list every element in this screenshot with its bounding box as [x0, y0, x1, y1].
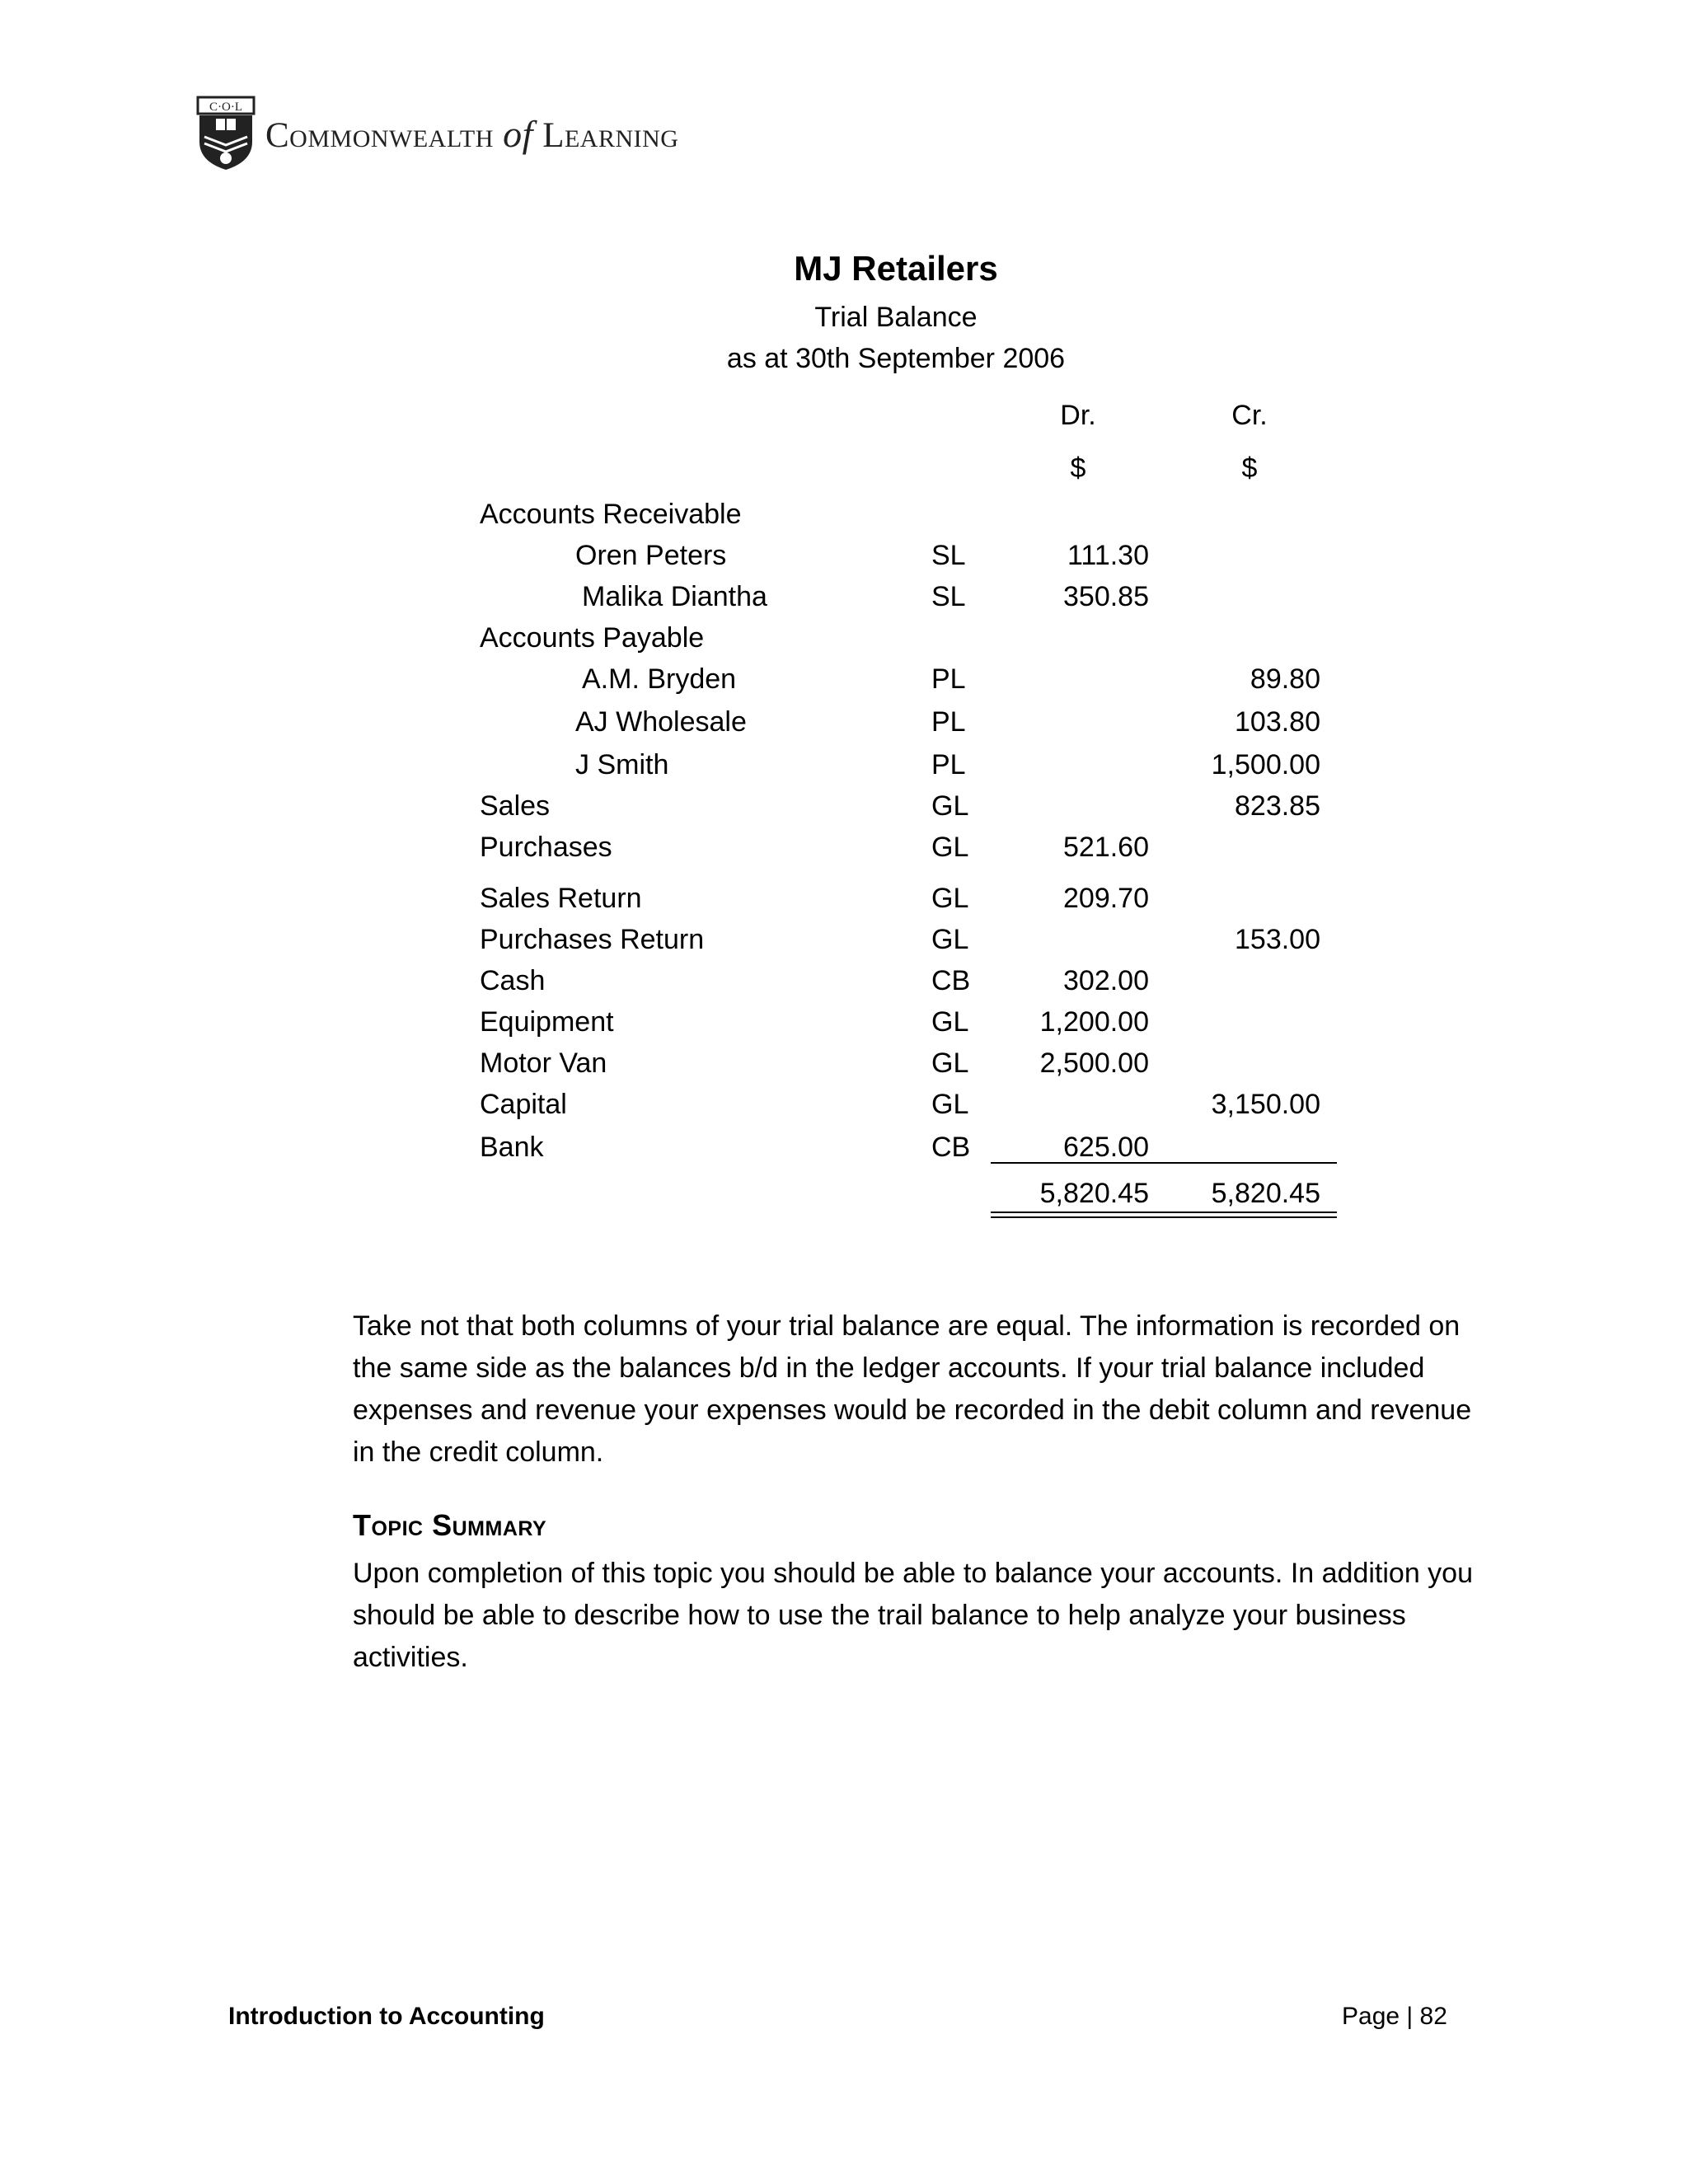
- debit-amount: 521.60: [1063, 832, 1149, 863]
- debit-amount: 1,200.00: [1039, 1006, 1149, 1038]
- ledger-ref: PL: [931, 706, 966, 738]
- total-rule-single: [991, 1162, 1337, 1164]
- footer-page-number: Page | 82: [1342, 2003, 1447, 2030]
- debit-amount: 625.00: [1063, 1132, 1149, 1163]
- logo: [196, 96, 678, 171]
- ledger-ref: GL: [931, 1047, 969, 1079]
- ledger-ref: GL: [931, 1089, 969, 1120]
- account-name: Oren Peters: [575, 540, 727, 571]
- account-name: AJ Wholesale: [575, 706, 747, 738]
- debit-total: 5,820.45: [1039, 1178, 1149, 1209]
- explanation-paragraph: Take not that both columns of your trial balance are equal. The information is recorded on the same side as the balances b/d in the ledger accounts. If your trial balance included expenses and revenue your expenses would be recorded in the debit column and revenue in the credit column.: [353, 1310, 1472, 1468]
- ledger-ref: GL: [931, 883, 969, 914]
- credit-amount: 103.80: [1235, 706, 1320, 738]
- debit-amount: 350.85: [1063, 581, 1149, 612]
- ledger-ref: PL: [931, 749, 966, 780]
- dr-currency-symbol: $: [1070, 452, 1086, 484]
- debit-amount: 2,500.00: [1039, 1047, 1149, 1079]
- account-name: Cash: [480, 965, 546, 996]
- account-name: Purchases Return: [480, 924, 705, 955]
- ledger-ref: SL: [931, 581, 966, 612]
- logo-wordmark: Commonwealth of Learning: [265, 112, 679, 155]
- col-shield-icon: [196, 96, 256, 171]
- credit-amount: 1,500.00: [1211, 749, 1320, 780]
- account-name: Sales Return: [480, 883, 642, 914]
- credit-amount: 89.80: [1250, 663, 1320, 695]
- svg-text:C·O·L: C·O·L: [209, 101, 242, 114]
- cr-currency-symbol: $: [1241, 452, 1258, 484]
- credit-total: 5,820.45: [1211, 1178, 1320, 1209]
- topic-summary-paragraph: Upon completion of this topic you should be able to balance your accounts. In addition you should be able to describe how to use the trail balance to help analyze your business activities.: [353, 1558, 1473, 1673]
- ledger-ref: GL: [931, 924, 969, 955]
- topic-summary-heading: Topic Summary: [353, 1508, 547, 1542]
- debit-amount: 111.30: [1067, 540, 1149, 571]
- credit-amount: 153.00: [1235, 924, 1320, 955]
- account-name: Accounts Receivable: [480, 499, 742, 530]
- account-name: Malika Diantha: [582, 581, 767, 612]
- cr-column-header: Cr.: [1231, 400, 1268, 431]
- account-name: Bank: [480, 1132, 544, 1163]
- ledger-ref: GL: [931, 1006, 969, 1038]
- credit-amount: 823.85: [1235, 790, 1320, 822]
- account-name: Capital: [480, 1089, 567, 1120]
- account-name: A.M. Bryden: [582, 663, 737, 695]
- account-name: Purchases: [480, 832, 612, 863]
- footer-course-title: Introduction to Accounting: [228, 2003, 545, 2030]
- dr-column-header: Dr.: [1060, 400, 1096, 431]
- account-name: Equipment: [480, 1006, 614, 1038]
- account-name: Sales: [480, 790, 551, 822]
- total-rule-double-bottom: [991, 1216, 1337, 1218]
- debit-amount: 302.00: [1063, 965, 1149, 996]
- ledger-ref: GL: [931, 832, 969, 863]
- statement-title: Trial Balance: [814, 302, 978, 333]
- account-name: Accounts Payable: [480, 622, 705, 654]
- ledger-ref: CB: [931, 1132, 971, 1163]
- company-name: MJ Retailers: [794, 249, 998, 288]
- ledger-ref: CB: [931, 965, 971, 996]
- debit-amount: 209.70: [1063, 883, 1149, 914]
- total-rule-double-top: [991, 1212, 1337, 1213]
- ledger-ref: SL: [931, 540, 966, 571]
- account-name: Motor Van: [480, 1047, 607, 1079]
- statement-date: as at 30th September 2006: [726, 343, 1066, 374]
- ledger-ref: GL: [931, 790, 969, 822]
- account-name: J Smith: [575, 749, 669, 780]
- credit-amount: 3,150.00: [1211, 1089, 1320, 1120]
- ledger-ref: PL: [931, 663, 966, 695]
